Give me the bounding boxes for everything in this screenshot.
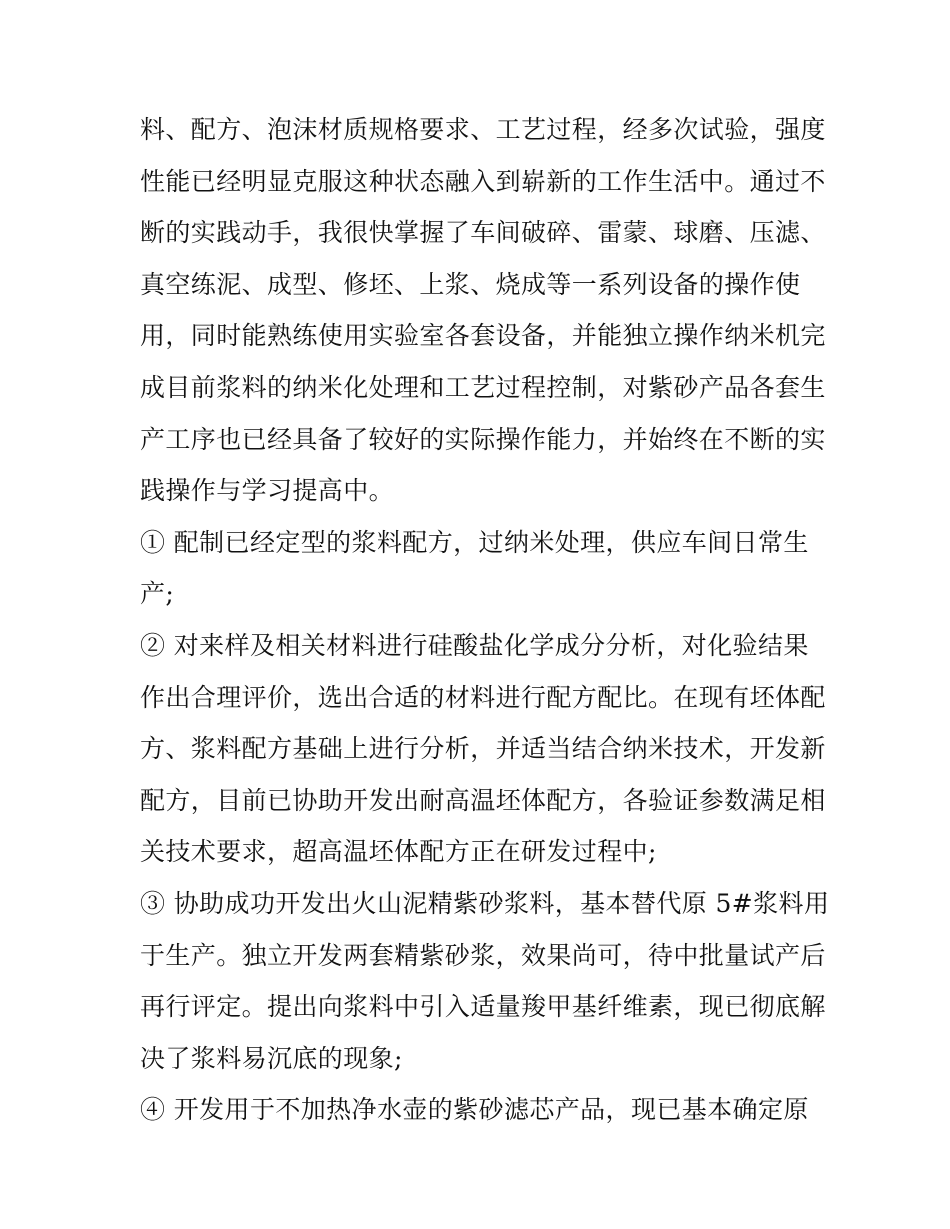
list-item-3-line: 再行评定。提出向浆料中引入适量羧甲基纤维素，现已彻底解 <box>140 992 826 1022</box>
list-item-2-line: 关技术要求，超高温坯体配方正在研发过程中; <box>140 837 657 867</box>
list-item-2-line: 作出合理评价，选出合适的材料进行配方配比。在现有坯体配 <box>140 682 826 712</box>
text-line: 料、配方、泡沫材质规格要求、工艺过程，经多次试验，强度 <box>140 115 826 144</box>
text-line: 践操作与学习提高中。 <box>140 476 395 506</box>
list-item-3-line: ③ 协助成功开发出火山泥精紫砂浆料，基本替代原 5#浆料用 <box>140 888 830 918</box>
list-item-1-line: ① 配制已经定型的浆料配方，过纳米处理，供应车间日常生 <box>140 527 809 557</box>
list-item-2-line: 方、浆料配方基础上进行分析，并适当结合纳米技术，开发新 <box>140 734 826 764</box>
text-line: 性能已经明显克服这种状态融入到崭新的工作生活中。通过不 <box>140 166 826 196</box>
list-item-3-line: 于生产。独立开发两套精紫砂浆，效果尚可，待中批量试产后 <box>140 940 826 970</box>
list-item-2-line: ② 对来样及相关材料进行硅酸盐化学成分分析，对化验结果 <box>140 630 809 660</box>
text-line: 真空练泥、成型、修坯、上浆、烧成等一系列设备的操作使 <box>140 269 801 299</box>
list-item-4-line: ④ 开发用于不加热净水壶的紫砂滤芯产品，现已基本确定原 <box>140 1095 809 1125</box>
list-item-1-line: 产; <box>140 579 175 609</box>
list-item-3-line: 决了浆料易沉底的现象; <box>140 1043 403 1073</box>
text-line: 成目前浆料的纳米化处理和工艺过程控制，对紫砂产品各套生 <box>140 372 826 402</box>
body-text <box>140 104 830 1136</box>
text-line: 产工序也已经具备了较好的实际操作能力，并始终在不断的实 <box>140 424 826 454</box>
text-line: 用，同时能熟练使用实验室各套设备，并能独立操作纳米机完 <box>140 321 826 351</box>
list-item-2-line: 配方，目前已协助开发出耐高温坯体配方，各验证参数满足相 <box>140 785 826 815</box>
text-line: 断的实践动手，我很快掌握了车间破碎、雷蒙、球磨、压滤、 <box>140 218 826 248</box>
